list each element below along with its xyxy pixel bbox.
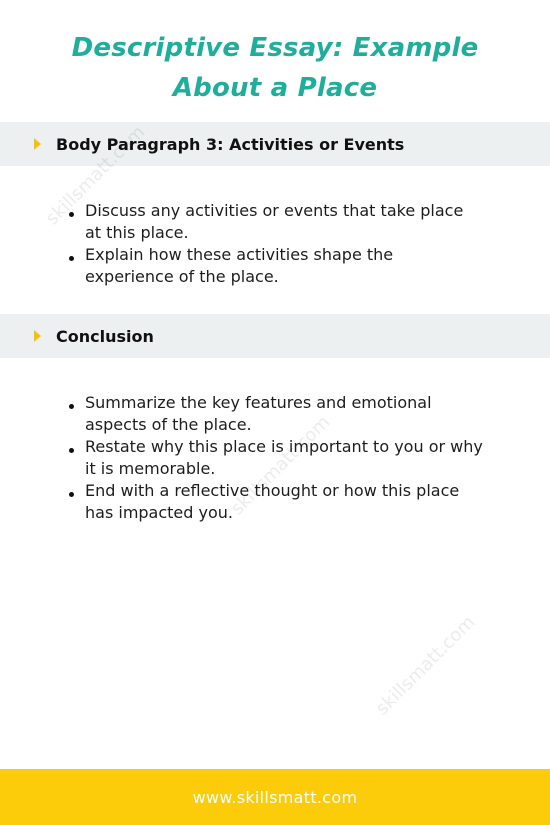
list-item xyxy=(63,200,483,244)
watermark: skillsmatt.com xyxy=(371,611,480,720)
bullet-icon xyxy=(69,448,74,453)
section-header-conclusion xyxy=(0,314,550,358)
arrow-right-icon xyxy=(34,330,41,342)
section-heading: Conclusion xyxy=(56,326,154,346)
section-header-body-paragraph-3 xyxy=(0,122,550,166)
list-item-text: Explain how these activities shape the experience of the place. xyxy=(85,245,394,286)
footer-url[interactable]: www.skillsmatt.com xyxy=(192,787,358,807)
watermark: skillsmatt.com xyxy=(41,121,150,230)
page-title: Descriptive Essay: Example About a Place xyxy=(71,33,479,103)
bullet-list xyxy=(63,392,483,524)
list-item xyxy=(63,436,483,480)
watermark: skillsmatt.com xyxy=(226,411,335,520)
list-item-text: Summarize the key features and emotional aspects of the place. xyxy=(85,393,432,434)
bullet-icon xyxy=(69,404,74,409)
arrow-right-icon xyxy=(34,138,41,150)
bullet-icon xyxy=(69,492,74,497)
list-item xyxy=(63,244,483,288)
list-item-text: End with a reflective thought or how this place has impacted you. xyxy=(85,481,460,522)
footer-bar xyxy=(0,769,550,825)
bullet-list xyxy=(63,200,483,288)
section-heading: Body Paragraph 3: Activities or Events xyxy=(56,134,405,154)
list-item xyxy=(63,480,483,524)
list-item xyxy=(63,392,483,436)
list-item-text: Discuss any activities or events that take place at this place. xyxy=(85,201,464,242)
list-item-text: Restate why this place is important to you or why it is memorable. xyxy=(85,437,483,478)
bullet-icon xyxy=(69,256,74,261)
bullet-icon xyxy=(69,212,74,217)
